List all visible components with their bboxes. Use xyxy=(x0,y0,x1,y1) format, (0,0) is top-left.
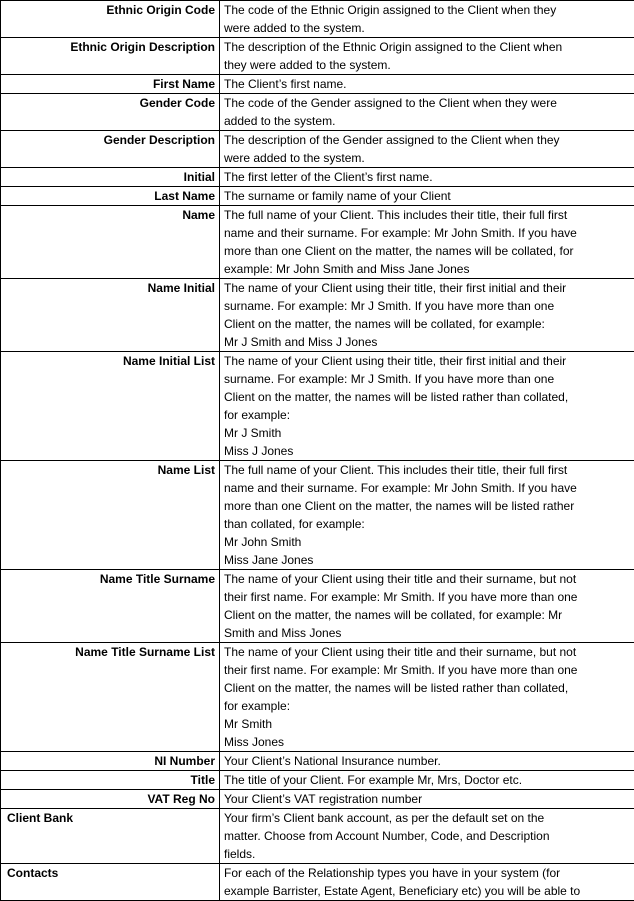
description-line: more than one Client on the matter, the names will be collated, for xyxy=(224,242,630,260)
table-row xyxy=(1,187,634,206)
field-description-cell xyxy=(220,206,634,279)
field-description-cell xyxy=(220,752,634,771)
description-line: for example: xyxy=(224,406,630,424)
description-line: Mr John Smith xyxy=(224,533,630,551)
description-line: Client on the matter, the names will be collated, for example: xyxy=(224,315,630,333)
table-row xyxy=(1,131,634,168)
field-name-cell: Gender Description xyxy=(1,131,220,168)
table-row xyxy=(1,1,634,38)
description-line: example: Mr John Smith and Miss Jane Jones xyxy=(224,260,630,278)
description-line: Mr J Smith and Miss J Jones xyxy=(224,333,630,351)
description-line: Miss J Jones xyxy=(224,442,630,460)
description-line: Your firm’s Client bank account, as per the default set on the xyxy=(224,809,630,827)
table-row xyxy=(1,809,634,864)
field-description-cell xyxy=(220,131,634,168)
field-description-cell xyxy=(220,352,634,461)
description-line: surname. For example: Mr J Smith. If you have more than one xyxy=(224,297,630,315)
field-name-cell: Name xyxy=(1,206,220,279)
field-name-cell: Name Title Surname xyxy=(1,570,220,643)
table-row xyxy=(1,752,634,771)
table-row xyxy=(1,771,634,790)
description-line: fields. xyxy=(224,845,630,863)
field-description-cell xyxy=(220,864,634,901)
field-description-cell xyxy=(220,279,634,352)
table-row xyxy=(1,38,634,75)
description-line: matter. Choose from Account Number, Code, and Description xyxy=(224,827,630,845)
description-line: name and their surname. For example: Mr John Smith. If you have xyxy=(224,224,630,242)
table-row xyxy=(1,206,634,279)
description-line: The name of your Client using their title and their surname, but not xyxy=(224,643,630,661)
description-line: The name of your Client using their title, their first initial and their xyxy=(224,279,630,297)
description-line: their first name. For example: Mr Smith. If you have more than one xyxy=(224,588,630,606)
description-line: Miss Jane Jones xyxy=(224,551,630,569)
field-description-cell xyxy=(220,643,634,752)
description-line: Client on the matter, the names will be listed rather than collated, xyxy=(224,388,630,406)
description-line: The full name of your Client. This includes their title, their full first xyxy=(224,206,630,224)
table-row xyxy=(1,94,634,131)
description-line: Your Client’s National Insurance number. xyxy=(224,752,630,770)
description-line: more than one Client on the matter, the names will be listed rather xyxy=(224,497,630,515)
table-body xyxy=(1,1,634,901)
description-line: The code of the Gender assigned to the Client when they were xyxy=(224,94,630,112)
field-name-cell: Contacts xyxy=(1,864,220,901)
description-line: The name of your Client using their title, their first initial and their xyxy=(224,352,630,370)
description-line: The description of the Gender assigned to the Client when they xyxy=(224,131,630,149)
description-line: Smith and Miss Jones xyxy=(224,624,630,642)
field-description-cell xyxy=(220,187,634,206)
field-name-cell: Name List xyxy=(1,461,220,570)
field-description-cell xyxy=(220,570,634,643)
description-line: their first name. For example: Mr Smith. If you have more than one xyxy=(224,661,630,679)
field-description-cell xyxy=(220,809,634,864)
field-description-cell xyxy=(220,168,634,187)
field-name-cell: Initial xyxy=(1,168,220,187)
field-name-cell: Ethnic Origin Description xyxy=(1,38,220,75)
field-description-cell xyxy=(220,771,634,790)
field-name-cell: Last Name xyxy=(1,187,220,206)
field-name-cell: Title xyxy=(1,771,220,790)
description-line: name and their surname. For example: Mr John Smith. If you have xyxy=(224,479,630,497)
description-line: Miss Jones xyxy=(224,733,630,751)
description-line: they were added to the system. xyxy=(224,56,630,74)
description-line: added to the system. xyxy=(224,112,630,130)
description-line: Mr J Smith xyxy=(224,424,630,442)
description-line: The full name of your Client. This includes their title, their full first xyxy=(224,461,630,479)
table-row xyxy=(1,864,634,901)
field-name-cell: VAT Reg No xyxy=(1,790,220,809)
field-description-cell xyxy=(220,1,634,38)
field-description-cell xyxy=(220,94,634,131)
description-line: The description of the Ethnic Origin assigned to the Client when xyxy=(224,38,630,56)
description-line: surname. For example: Mr J Smith. If you have more than one xyxy=(224,370,630,388)
field-name-cell: Client Bank xyxy=(1,809,220,864)
field-name-cell: First Name xyxy=(1,75,220,94)
table-row xyxy=(1,570,634,643)
description-line: The Client’s first name. xyxy=(224,75,630,93)
field-name-cell: Name Title Surname List xyxy=(1,643,220,752)
field-name-cell: Gender Code xyxy=(1,94,220,131)
description-line: The first letter of the Client’s first name. xyxy=(224,168,630,186)
description-line: Mr Smith xyxy=(224,715,630,733)
field-description-cell xyxy=(220,75,634,94)
description-line: Your Client’s VAT registration number xyxy=(224,790,630,808)
description-line: For each of the Relationship types you have in your system (for xyxy=(224,864,630,882)
field-description-cell xyxy=(220,38,634,75)
field-description-cell xyxy=(220,790,634,809)
field-name-cell: Ethnic Origin Code xyxy=(1,1,220,38)
field-name-cell: Name Initial xyxy=(1,279,220,352)
description-line: The surname or family name of your Client xyxy=(224,187,630,205)
description-line: for example: xyxy=(224,697,630,715)
table-row xyxy=(1,643,634,752)
table-row xyxy=(1,75,634,94)
field-name-cell: Name Initial List xyxy=(1,352,220,461)
table-row xyxy=(1,790,634,809)
table-row xyxy=(1,168,634,187)
description-line: The title of your Client. For example Mr, Mrs, Doctor etc. xyxy=(224,771,630,789)
description-line: than collated, for example: xyxy=(224,515,630,533)
description-line: were added to the system. xyxy=(224,149,630,167)
field-description-cell xyxy=(220,461,634,570)
table-row xyxy=(1,461,634,570)
field-name-cell: NI Number xyxy=(1,752,220,771)
table-row xyxy=(1,279,634,352)
description-line: The code of the Ethnic Origin assigned to the Client when they xyxy=(224,1,630,19)
description-line: example Barrister, Estate Agent, Beneficiary etc) you will be able to xyxy=(224,882,630,900)
table-row xyxy=(1,352,634,461)
description-line: Client on the matter, the names will be collated, for example: Mr xyxy=(224,606,630,624)
description-line: Client on the matter, the names will be listed rather than collated, xyxy=(224,679,630,697)
description-line: were added to the system. xyxy=(224,19,630,37)
description-line: The name of your Client using their title and their surname, but not xyxy=(224,570,630,588)
